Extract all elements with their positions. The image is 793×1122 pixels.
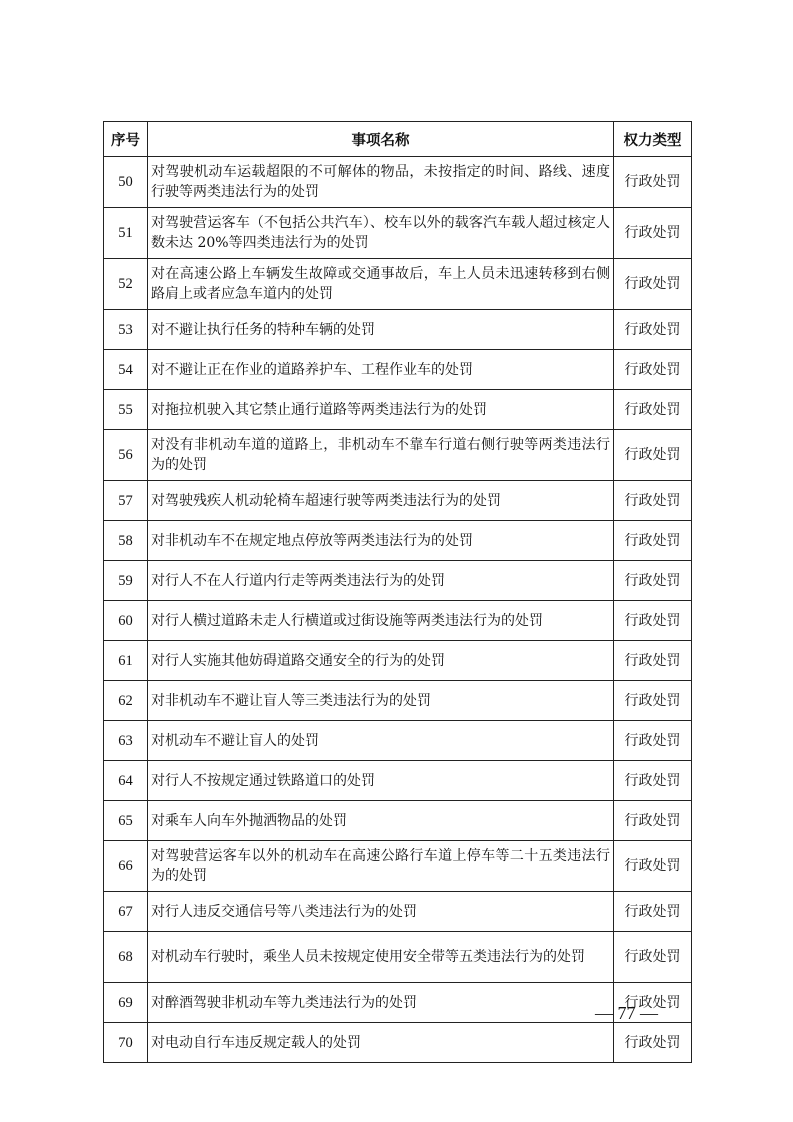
table-row (104, 208, 692, 259)
header-number: 序号 (104, 122, 148, 157)
row-item-name: 对不避让正在作业的道路养护车、工程作业车的处罚 (148, 350, 614, 390)
row-item-name: 对非机动车不避让盲人等三类违法行为的处罚 (148, 681, 614, 721)
row-item-name: 对行人实施其他妨碍道路交通安全的行为的处罚 (148, 641, 614, 681)
row-number: 65 (104, 801, 148, 841)
row-power-type: 行政处罚 (614, 481, 692, 521)
row-item-name: 对驾驶营运客车（不包括公共汽车）、校车以外的载客汽车载人超过核定人数未达 20%等四类违法行为的处罚 (148, 208, 614, 259)
row-power-type: 行政处罚 (614, 430, 692, 481)
row-item-name: 对行人横过道路未走人行横道或过街设施等两类违法行为的处罚 (148, 601, 614, 641)
row-number: 58 (104, 521, 148, 561)
row-item-name: 对机动车不避让盲人的处罚 (148, 721, 614, 761)
row-power-type: 行政处罚 (614, 721, 692, 761)
table-row (104, 601, 692, 641)
row-item-name: 对行人不按规定通过铁路道口的处罚 (148, 761, 614, 801)
row-number: 51 (104, 208, 148, 259)
row-power-type: 行政处罚 (614, 641, 692, 681)
row-item-name: 对行人违反交通信号等八类违法行为的处罚 (148, 892, 614, 932)
row-item-name: 对驾驶机动车运载超限的不可解体的物品，未按指定的时间、路线、速度行驶等两类违法行为的处罚 (148, 157, 614, 208)
row-number: 63 (104, 721, 148, 761)
table-row (104, 641, 692, 681)
row-number: 60 (104, 601, 148, 641)
row-item-name: 对驾驶残疾人机动轮椅车超速行驶等两类违法行为的处罚 (148, 481, 614, 521)
row-power-type: 行政处罚 (614, 390, 692, 430)
row-number: 55 (104, 390, 148, 430)
header-type: 权力类型 (614, 122, 692, 157)
row-power-type: 行政处罚 (614, 983, 692, 1023)
row-power-type: 行政处罚 (614, 350, 692, 390)
table-row (104, 801, 692, 841)
row-power-type: 行政处罚 (614, 681, 692, 721)
table-row (104, 932, 692, 983)
table-row (104, 761, 692, 801)
table-row (104, 310, 692, 350)
row-power-type: 行政处罚 (614, 310, 692, 350)
row-number: 67 (104, 892, 148, 932)
row-power-type: 行政处罚 (614, 801, 692, 841)
row-number: 66 (104, 841, 148, 892)
row-item-name: 对非机动车不在规定地点停放等两类违法行为的处罚 (148, 521, 614, 561)
row-power-type: 行政处罚 (614, 761, 692, 801)
row-item-name: 对机动车行驶时，乘坐人员未按规定使用安全带等五类违法行为的处罚 (148, 932, 614, 983)
row-power-type: 行政处罚 (614, 521, 692, 561)
row-number: 68 (104, 932, 148, 983)
row-power-type: 行政处罚 (614, 932, 692, 983)
page-number: — 77 — (595, 1003, 658, 1023)
row-power-type: 行政处罚 (614, 157, 692, 208)
header-name: 事项名称 (148, 122, 614, 157)
row-power-type: 行政处罚 (614, 601, 692, 641)
table-row (104, 430, 692, 481)
row-number: 69 (104, 983, 148, 1023)
row-power-type: 行政处罚 (614, 841, 692, 892)
row-number: 57 (104, 481, 148, 521)
table-row (104, 350, 692, 390)
power-items-table (103, 121, 692, 1063)
table-row (104, 390, 692, 430)
table-header-row (104, 122, 692, 157)
row-number: 52 (104, 259, 148, 310)
row-number: 61 (104, 641, 148, 681)
row-item-name: 对不避让执行任务的特种车辆的处罚 (148, 310, 614, 350)
table-row (104, 481, 692, 521)
row-item-name: 对乘车人向车外抛洒物品的处罚 (148, 801, 614, 841)
row-power-type: 行政处罚 (614, 892, 692, 932)
table-row (104, 681, 692, 721)
row-number: 70 (104, 1023, 148, 1063)
table-row (104, 841, 692, 892)
row-number: 50 (104, 157, 148, 208)
row-power-type: 行政处罚 (614, 259, 692, 310)
row-power-type: 行政处罚 (614, 208, 692, 259)
row-power-type: 行政处罚 (614, 561, 692, 601)
row-item-name: 对醉酒驾驶非机动车等九类违法行为的处罚 (148, 983, 614, 1023)
table-row (104, 157, 692, 208)
row-number: 62 (104, 681, 148, 721)
row-item-name: 对没有非机动车道的道路上，非机动车不靠车行道右侧行驶等两类违法行为的处罚 (148, 430, 614, 481)
table-row (104, 1023, 692, 1063)
row-item-name: 对行人不在人行道内行走等两类违法行为的处罚 (148, 561, 614, 601)
row-item-name: 对拖拉机驶入其它禁止通行道路等两类违法行为的处罚 (148, 390, 614, 430)
row-item-name: 对驾驶营运客车以外的机动车在高速公路行车道上停车等二十五类违法行为的处罚 (148, 841, 614, 892)
table-row (104, 259, 692, 310)
row-number: 53 (104, 310, 148, 350)
row-number: 56 (104, 430, 148, 481)
table-row (104, 561, 692, 601)
row-number: 54 (104, 350, 148, 390)
row-item-name: 对电动自行车违反规定载人的处罚 (148, 1023, 614, 1063)
table-row (104, 892, 692, 932)
row-item-name: 对在高速公路上车辆发生故障或交通事故后，车上人员未迅速转移到右侧路肩上或者应急车道内的处罚 (148, 259, 614, 310)
table-row (104, 521, 692, 561)
row-number: 64 (104, 761, 148, 801)
row-number: 59 (104, 561, 148, 601)
table-row (104, 721, 692, 761)
row-power-type: 行政处罚 (614, 1023, 692, 1063)
